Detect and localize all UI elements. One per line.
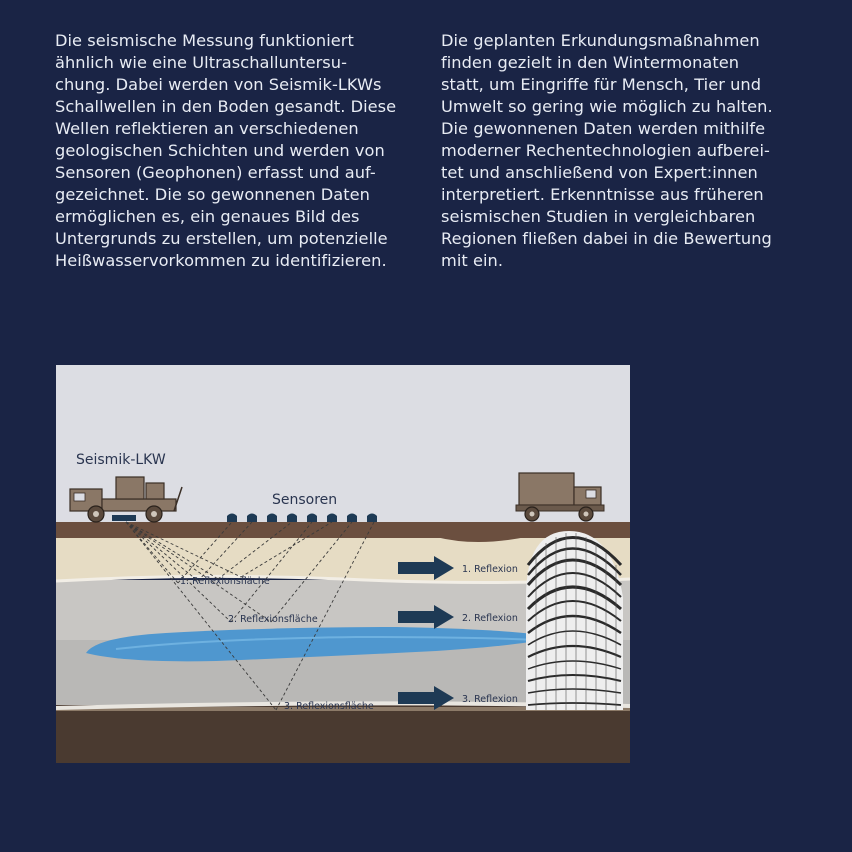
surface-2-label: 2. Reflexionsfläche — [228, 614, 318, 625]
text-column-right — [441, 30, 811, 272]
paragraph-line: moderner Rechentechnologien aufberei- — [441, 141, 770, 160]
paragraph-line: seismischen Studien in vergleichbaren — [441, 207, 756, 226]
paragraph-line: Wellen reflektieren an verschiedenen — [55, 119, 359, 138]
paragraph-line: statt, um Eingriffe für Mensch, Tier und — [441, 75, 762, 94]
reflection-3-label: 3. Reflexion — [462, 694, 518, 705]
paragraph-line: Die gewonnenen Daten werden mithilfe — [441, 119, 766, 138]
paragraph-line: Schallwellen in den Boden gesandt. Diese — [55, 97, 397, 116]
surface-3-label: 3. Reflexionsfläche — [284, 701, 374, 712]
deep-layer — [56, 705, 630, 763]
paragraph-line: Die geplanten Erkundungsmaßnahmen — [441, 31, 760, 50]
reflection-2-label: 2. Reflexion — [462, 613, 518, 624]
paragraph-line: geologischen Schichten und werden von — [55, 141, 385, 160]
paragraph-line: Die seismische Messung funktioniert — [55, 31, 354, 50]
text-column-left — [55, 30, 425, 272]
paragraph-line: mit ein. — [441, 251, 504, 270]
paragraph-line: interpretiert. Erkenntnisse aus früheren — [441, 185, 764, 204]
paragraph-line: Untergrunds zu erstellen, um potenzielle — [55, 229, 388, 248]
paragraph-line: finden gezielt in den Wintermonaten — [441, 53, 740, 72]
paragraph-line: gezeichnet. Die so gewonnenen Daten — [55, 185, 370, 204]
surface-1-label: 1. Reflexionsfläche — [180, 576, 270, 587]
reflection-1-label: 1. Reflexion — [462, 564, 518, 575]
paragraph-line: ermöglichen es, ein genaues Bild des — [55, 207, 360, 226]
paragraph-line: chung. Dabei werden von Seismik-LKWs — [55, 75, 382, 94]
seismic-diagram — [56, 365, 630, 763]
paragraph-line: Regionen fließen dabei in die Bewertung — [441, 229, 772, 248]
paragraph-line: tet und anschließend von Expert:innen — [441, 163, 758, 182]
paragraph-line: Sensoren (Geophonen) erfasst und auf- — [55, 163, 376, 182]
seismic-section-image — [526, 531, 623, 710]
paragraph-line: Heißwasservorkommen zu identifizieren. — [55, 251, 387, 270]
truck-label: Seismik-LKW — [76, 452, 166, 468]
paragraph-line: ähnlich wie eine Ultraschalluntersu- — [55, 53, 347, 72]
paragraph-line: Umwelt so gering wie möglich zu halten. — [441, 97, 773, 116]
sensors-label: Sensoren — [272, 492, 338, 508]
